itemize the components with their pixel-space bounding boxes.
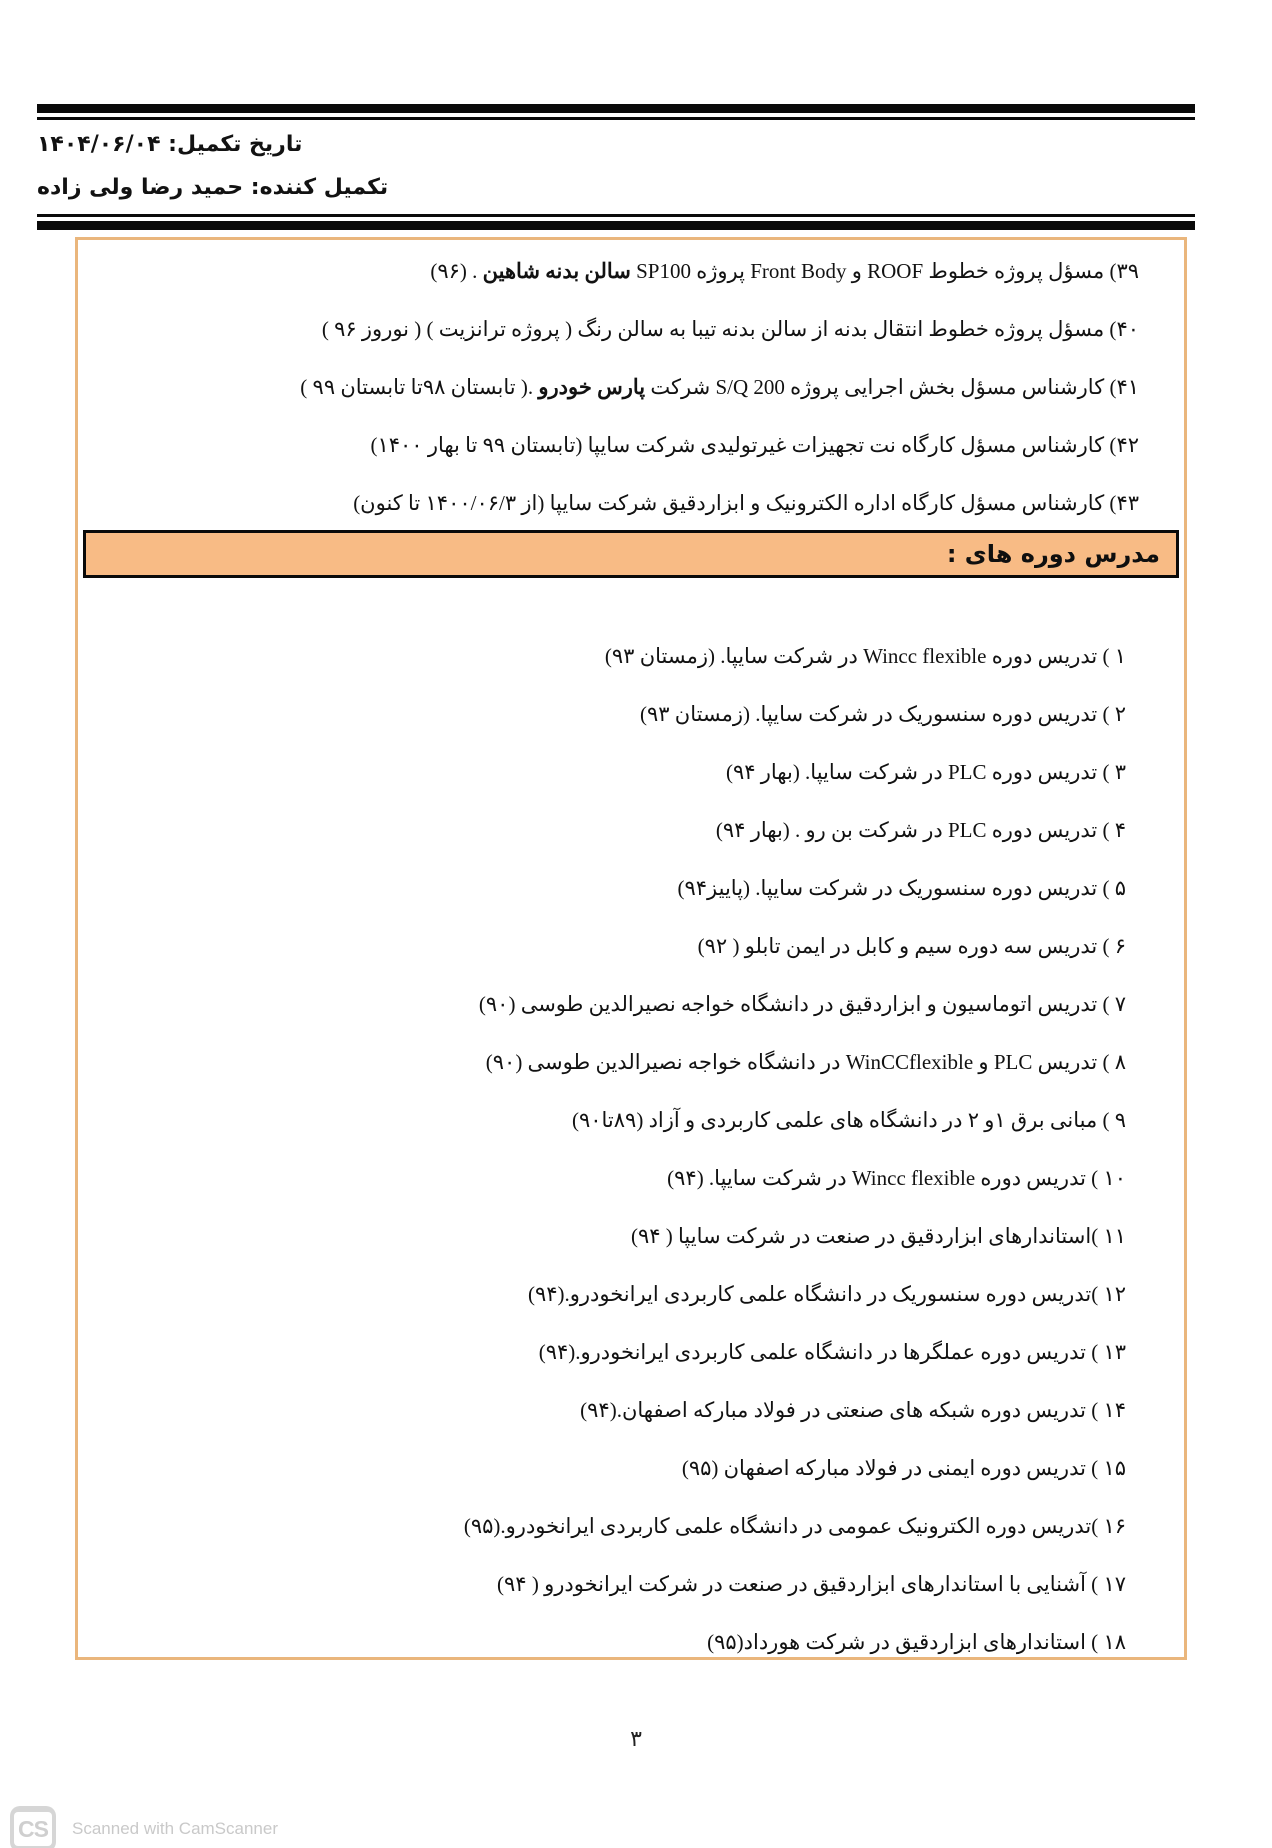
list-item [118, 990, 1126, 1019]
completed-by-line: تکمیل کننده: حمید رضا ولی زاده [37, 175, 389, 200]
list-item-segment: ۱۱ )استاندارهای ابزاردقیق در صنعت در شرکت سایپا ( ۹۴) [630, 1224, 1126, 1248]
list-item-segment: ۱۴ ) تدریس دوره شبکه های صنعتی در فولاد مبارکه اصفهان.(۹۴) [580, 1398, 1126, 1422]
list-item [118, 1164, 1126, 1193]
watermark-text: Scanned with CamScanner [72, 1819, 279, 1838]
list-item-segment: . (۹۶) [430, 259, 483, 283]
list-item-segment: ۴۳) کارشناس مسؤل کارگاه اداره الکترونیک و ابزاردقیق شرکت سایپا (از ۱۴۰۰/۰۶/۳ تا کنون) [353, 491, 1139, 515]
list-item [118, 700, 1126, 729]
list-item [118, 1280, 1126, 1309]
list-item-segment: Wincc flexible [863, 644, 987, 668]
document-header [37, 104, 1195, 230]
section-title-bar [83, 530, 1179, 578]
list-item-segment: ۲ ) تدریس دوره سنسوریک در شرکت سایپا. (زمستان ۹۳) [639, 702, 1126, 726]
list-item-segment: SP100 [636, 259, 691, 283]
section-title: مدرس دوره های : [946, 540, 1160, 568]
list-item-segment: در شرکت سایپا. (بهار ۹۴) [725, 760, 948, 784]
list-item [118, 314, 1139, 344]
list-item-segment: ۱۶ )تدریس دوره الکترونیک عمومی در دانشگاه علمی کاربردی ایرانخودرو.(۹۵) [463, 1514, 1126, 1538]
header-bottom-rule [37, 214, 1195, 230]
list-item-bold-segment: سالن بدنه شاهین [482, 259, 631, 283]
camscanner-icon-label: CS [14, 1812, 52, 1846]
list-item-segment: PLC [993, 1050, 1033, 1074]
list-item [118, 1048, 1126, 1077]
list-item [118, 874, 1126, 903]
list-item [118, 932, 1126, 961]
list-item-segment: ۴۲) کارشناس مسؤل کارگاه نت تجهیزات غیرتولیدی شرکت سایپا (تابستان ۹۹ تا بهار ۱۴۰۰) [370, 433, 1139, 457]
list-item-segment: WinCCflexible [845, 1050, 974, 1074]
list-item [118, 488, 1139, 518]
experience-list [118, 256, 1139, 518]
completion-date-line: تاریخ تکمیل: ۱۴۰۴/۰۶/۰۴ [37, 132, 303, 157]
list-item-bold-segment: پارس خودرو [538, 375, 646, 399]
list-item-segment: ۱۰ ) تدریس دوره [975, 1166, 1126, 1190]
list-item-segment: ۷ ) تدریس اتوماسیون و ابزاردقیق در دانشگاه خواجه نصیرالدین طوسی (۹۰) [478, 992, 1126, 1016]
list-item-segment: پروژه [690, 259, 751, 283]
list-item [118, 1338, 1126, 1367]
list-item-segment: ۴ ) تدریس دوره [986, 818, 1126, 842]
list-item-segment: .( تابستان ۹۸تا تابستان ۹۹ ) [300, 375, 539, 399]
list-item-segment: Front Body [750, 259, 847, 283]
content-box [75, 237, 1187, 1660]
list-item-segment: ۳ ) تدریس دوره [986, 760, 1126, 784]
list-item [118, 1570, 1126, 1599]
courses-list [118, 642, 1126, 1657]
list-item [118, 758, 1126, 787]
list-item [118, 1512, 1126, 1541]
list-item-segment: در دانشگاه خواجه نصیرالدین طوسی (۹۰) [485, 1050, 846, 1074]
list-item-segment: ۴۰) مسؤل پروژه خطوط انتقال بدنه از سالن بدنه تیبا به سالن رنگ ( پروژه ترانزیت ) ( نوروز ۹۶ ) [321, 317, 1139, 341]
list-item [118, 1396, 1126, 1425]
list-item [118, 1222, 1126, 1251]
list-item [118, 816, 1126, 845]
list-item [118, 256, 1139, 286]
list-item [118, 1628, 1126, 1657]
list-item-segment: ROOF [867, 259, 924, 283]
list-item [118, 1454, 1126, 1483]
list-item-segment: در شرکت سایپا. (زمستان ۹۳) [604, 644, 864, 668]
list-item-segment: ۱۵ ) تدریس دوره ایمنی در فولاد مبارکه اصفهان (۹۵) [681, 1456, 1126, 1480]
list-item-segment: PLC [947, 818, 987, 842]
list-item [118, 430, 1139, 460]
list-item-segment: شرکت [645, 375, 716, 399]
list-item-segment: ۴۱) کارشناس مسؤل بخش اجرایی پروژه [784, 375, 1139, 399]
list-item-segment: ۸ ) تدریس [1032, 1050, 1126, 1074]
list-item-segment: ۱ ) تدریس دوره [986, 644, 1126, 668]
list-item-segment: در شرکت سایپا. (۹۴) [667, 1166, 852, 1190]
list-item-segment: ۱۸ ) استاندارهای ابزاردقیق در شرکت هورداد(۹۵) [707, 1630, 1126, 1654]
list-item-segment: و [846, 259, 868, 283]
camscanner-icon [10, 1806, 56, 1848]
list-item-segment: ۱۳ ) تدریس دوره عملگرها در دانشگاه علمی کاربردی ایرانخودرو.(۹۴) [538, 1340, 1126, 1364]
list-item [118, 642, 1126, 671]
list-item-segment: ۱۷ ) آشنایی با استاندارهای ابزاردقیق در صنعت در شرکت ایرانخودرو ( ۹۴) [497, 1572, 1126, 1596]
page-number: ۳ [630, 1726, 642, 1751]
list-item-segment: ۵ ) تدریس دوره سنسوریک در شرکت سایپا. (پاییز۹۴) [677, 876, 1126, 900]
list-item-segment: در شرکت بن رو . (بهار ۹۴) [715, 818, 948, 842]
list-item-segment: ۳۹) مسؤل پروژه خطوط [923, 259, 1139, 283]
list-item [118, 372, 1139, 402]
list-item-segment: و [973, 1050, 994, 1074]
list-item-segment: ۶ ) تدریس سه دوره سیم و کابل در ایمن تابلو ( ۹۲) [697, 934, 1126, 958]
header-top-rule [37, 104, 1195, 120]
list-item-segment: ۹ ) مبانی برق ۱و ۲ در دانشگاه های علمی کاربردی و آزاد (۸۹تا۹۰) [571, 1108, 1126, 1132]
list-item [118, 1106, 1126, 1135]
camscanner-watermark [10, 1806, 278, 1848]
list-item-segment: Wincc flexible [851, 1166, 976, 1190]
list-item-segment: ۱۲ )تدریس دوره سنسوریک در دانشگاه علمی کاربردی ایرانخودرو.(۹۴) [527, 1282, 1126, 1306]
list-item-segment: PLC [947, 760, 987, 784]
list-item-segment: S/Q 200 [715, 375, 785, 399]
